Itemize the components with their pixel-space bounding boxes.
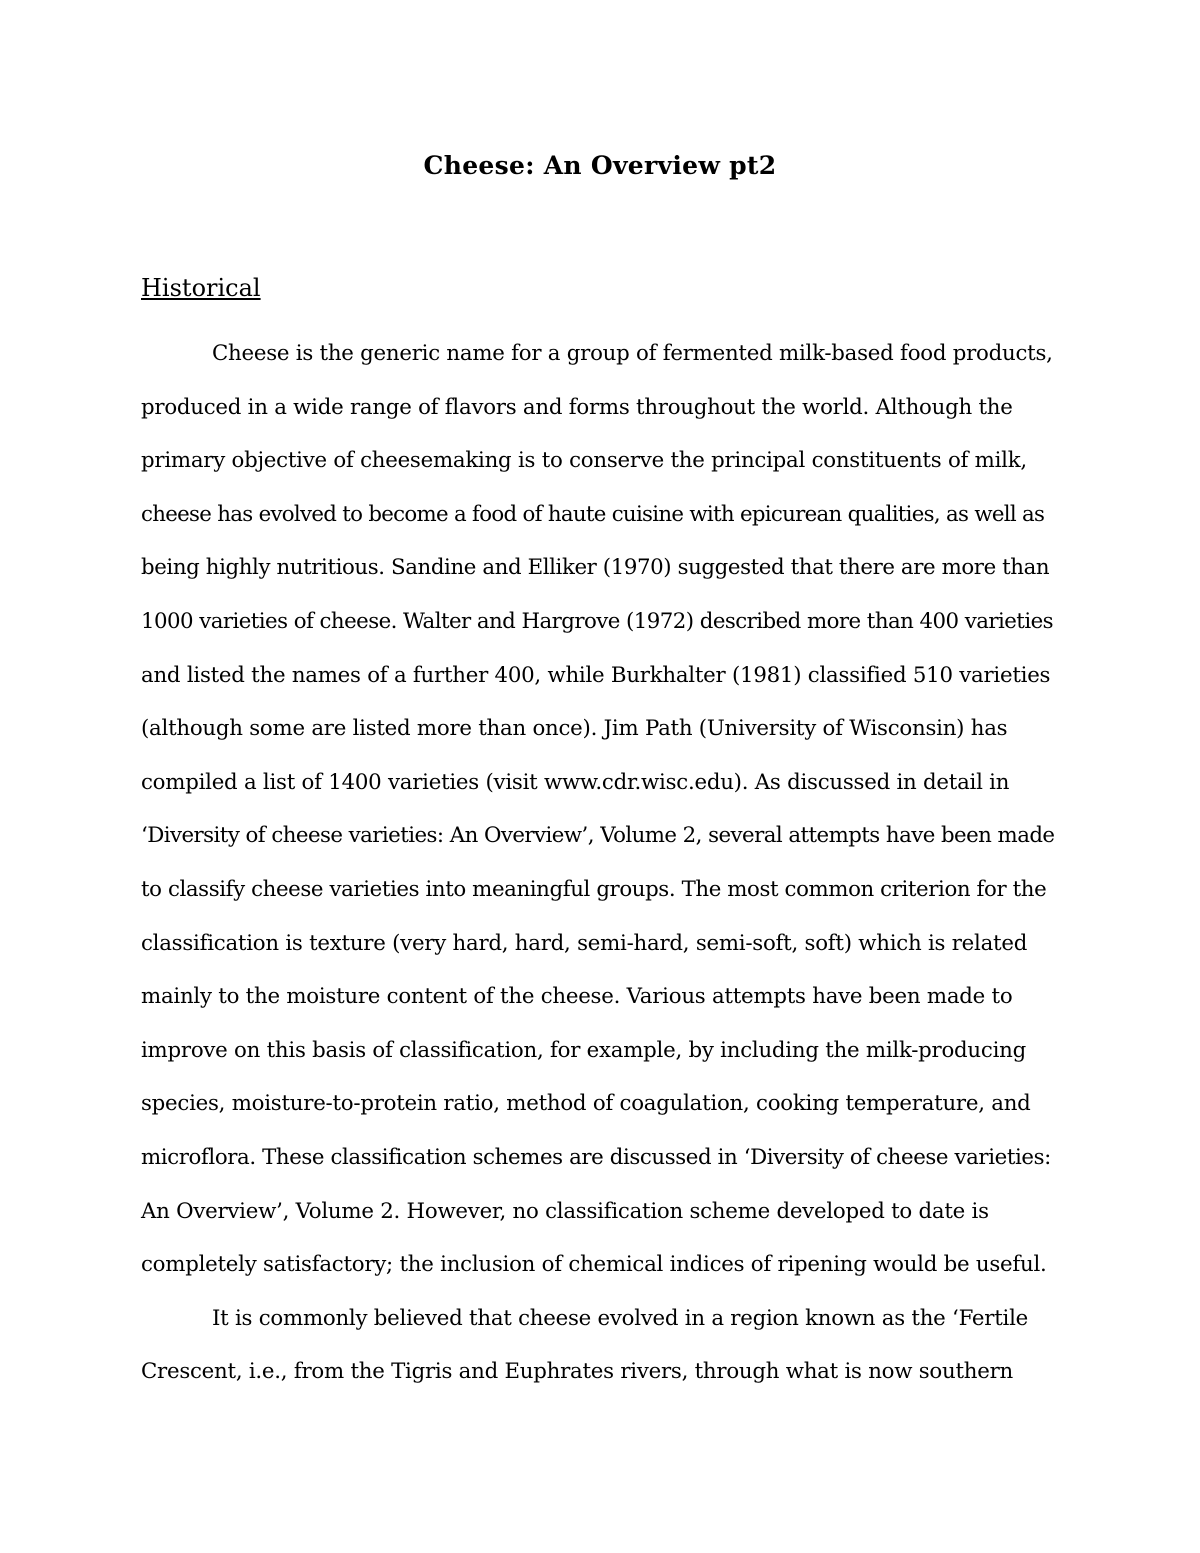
paragraph-first-line: Cheese is the generic name for a group of fermented milk-based food products, — [212, 341, 1053, 366]
paragraph-line: species, moisture-to-protein ratio, method of coagulation, cooking temperature, and — [141, 1091, 1031, 1117]
paragraph-line: primary objective of cheesemaking is to conserve the principal constituents of milk, — [141, 448, 1027, 474]
paragraph-line: to classify cheese varieties into meaningful groups. The most common criterion for the — [141, 876, 1047, 902]
paragraph-line: completely satisfactory; the inclusion of chemical indices of ripening would be useful. — [141, 1252, 1047, 1278]
paragraph-line: improve on this basis of classification, for example, by including the milk-producing — [141, 1037, 1026, 1063]
paragraph-line: ‘Diversity of cheese varieties: An Overview’, Volume 2, several attempts have been made — [141, 823, 1055, 849]
paragraph-line: (although some are listed more than once). Jim Path (University of Wisconsin) has — [141, 716, 1008, 742]
paragraph-line: being highly nutritious. Sandine and Elliker (1970) suggested that there are more than — [141, 555, 1050, 581]
section-heading-historical: Historical — [141, 274, 261, 302]
paragraph-line: produced in a wide range of flavors and forms throughout the world. Although the — [141, 394, 1013, 420]
paragraph-line: cheese has evolved to become a food of haute cuisine with epicurean qualities, as well as — [141, 501, 1045, 527]
paragraph-line: 1000 varieties of cheese. Walter and Hargrove (1972) described more than 400 varieties — [141, 608, 1054, 634]
body-paragraphs — [141, 327, 1055, 1399]
paragraph-line: microflora. These classification schemes are discussed in ‘Diversity of cheese varieties: — [141, 1144, 1051, 1170]
paragraph-line: mainly to the moisture content of the cheese. Various attempts have been made to — [141, 984, 1013, 1010]
document-title: Cheese: An Overview pt2 — [423, 151, 777, 180]
paragraph-line: and listed the names of a further 400, while Burkhalter (1981) classified 510 varieties — [141, 662, 1051, 688]
paragraph-line: Crescent, i.e., from the Tigris and Euphrates rivers, through what is now southern — [141, 1359, 1013, 1385]
paragraph-line: compiled a list of 1400 varieties (visit www.cdr.wisc.edu). As discussed in detail in — [141, 769, 1010, 795]
paragraph-first-line: It is commonly believed that cheese evolved in a region known as the ‘Fertile — [212, 1305, 1028, 1331]
paragraph-line: classification is texture (very hard, hard, semi-hard, semi-soft, soft) which is related — [141, 930, 1028, 956]
paragraph-line: An Overview’, Volume 2. However, no classification scheme developed to date is — [141, 1198, 989, 1224]
